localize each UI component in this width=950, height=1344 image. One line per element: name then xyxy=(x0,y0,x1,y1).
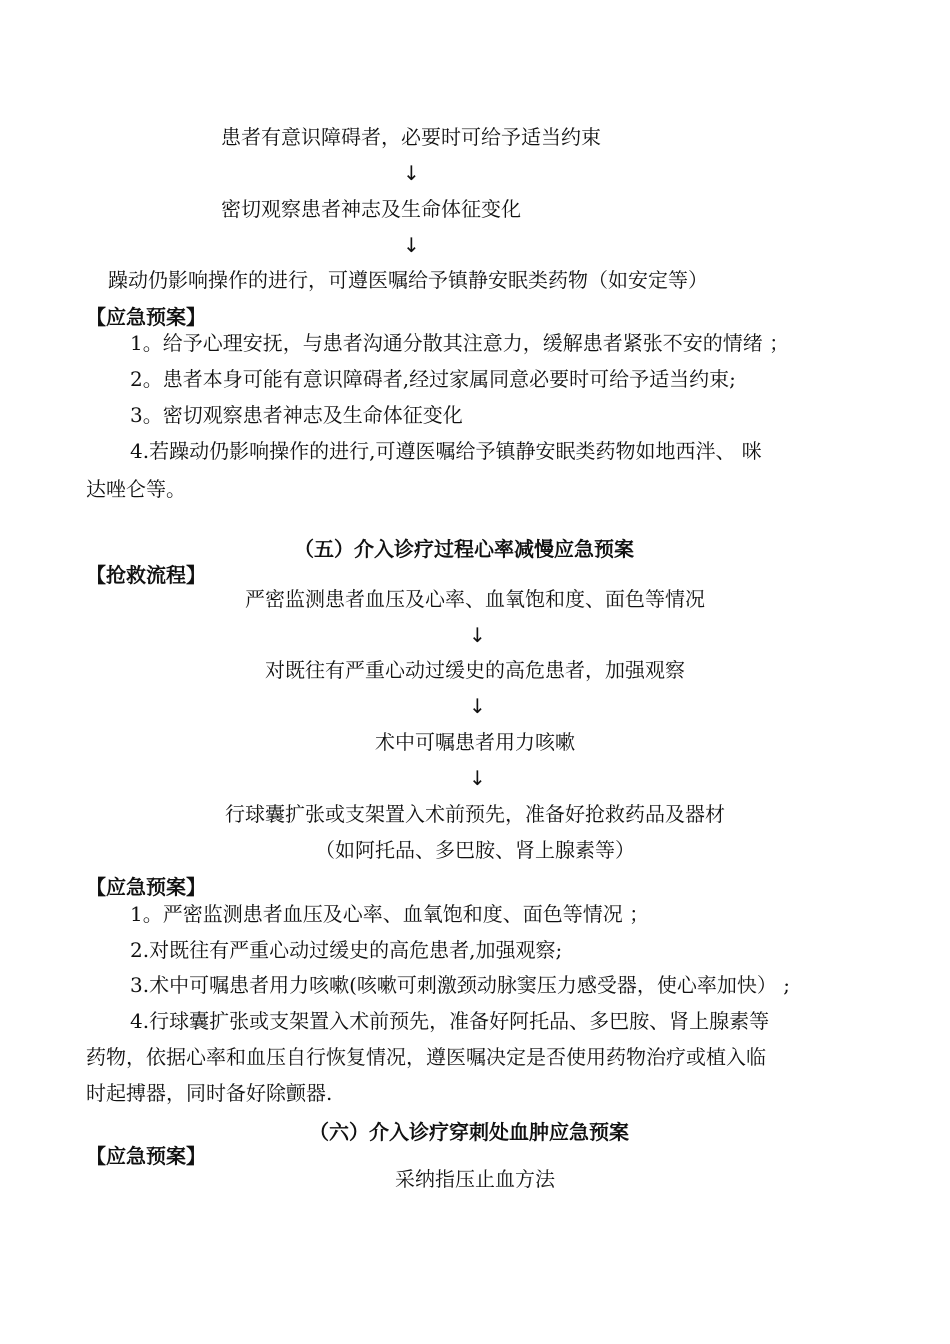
flow-step: 躁动仍影响操作的进行，可遵医嘱给予镇静安眠类药物（如安定等） xyxy=(108,268,708,292)
flow-arrow-icon: ↓ xyxy=(469,694,486,718)
flow-arrow-icon: ↓ xyxy=(403,233,420,257)
plan-item: 3.术中可嘱患者用力咳嗽(咳嗽可刺激颈动脉窦压力感受器，使心率加快） ; xyxy=(130,973,790,997)
flow-step: 严密监测患者血压及心率、血氧饱和度、面色等情况 xyxy=(245,587,705,611)
flow-arrow-icon: ↓ xyxy=(469,766,486,790)
flow-arrow-icon: ↓ xyxy=(469,623,486,647)
plan-item: 1。严密监测患者血压及心率、血氧饱和度、面色等情况 ； xyxy=(130,902,650,926)
section-heading: 【抢救流程】 xyxy=(86,563,206,587)
plan-item: 2.对既往有严重心动过缓史的高危患者,加强观察; xyxy=(130,938,563,962)
plan-item: 4.若躁动仍影响操作的进行,可遵医嘱给予镇静安眠类药物如地西泮、 咪 xyxy=(130,439,762,463)
flow-step: 对既往有严重心动过缓史的高危患者，加强观察 xyxy=(265,658,685,682)
plan-item: 3。密切观察患者神志及生命体征变化 xyxy=(130,403,463,427)
plan-item: 1。给予心理安抚，与患者沟通分散其注意力，缓解患者紧张不安的情绪 ； xyxy=(130,331,790,355)
flow-step: 采纳指压止血方法 xyxy=(395,1167,555,1191)
section-heading: 【应急预案】 xyxy=(86,1144,206,1168)
flow-step: 术中可嘱患者用力咳嗽 xyxy=(375,730,575,754)
plan-item: 药物，依据心率和血压自行恢复情况，遵医嘱决定是否使用药物治疗或植入临 xyxy=(86,1045,766,1069)
plan-item: 达唑仑等。 xyxy=(86,477,186,501)
flow-step: 患者有意识障碍者，必要时可给予适当约束 xyxy=(221,125,601,149)
flow-step-note: （如阿托品、多巴胺、肾上腺素等） xyxy=(315,838,635,862)
plan-item: 时起搏器，同时备好除颤器. xyxy=(86,1081,333,1105)
flow-arrow-icon: ↓ xyxy=(403,161,420,185)
section-title: （六）介入诊疗穿刺处血肿应急预案 xyxy=(309,1120,629,1144)
plan-item: 2。患者本身可能有意识障碍者,经过家属同意必要时可给予适当约束; xyxy=(130,367,736,391)
flow-step: 行球囊扩张或支架置入术前预先，准备好抢救药品及器材 xyxy=(225,802,725,826)
section-title: （五）介入诊疗过程心率减慢应急预案 xyxy=(294,537,634,561)
section-heading: 【应急预案】 xyxy=(86,305,206,329)
flow-step: 密切观察患者神志及生命体征变化 xyxy=(221,197,521,221)
section-heading: 【应急预案】 xyxy=(86,875,206,899)
plan-item: 4.行球囊扩张或支架置入术前预先，准备好阿托品、多巴胺、肾上腺素等 xyxy=(130,1009,770,1033)
